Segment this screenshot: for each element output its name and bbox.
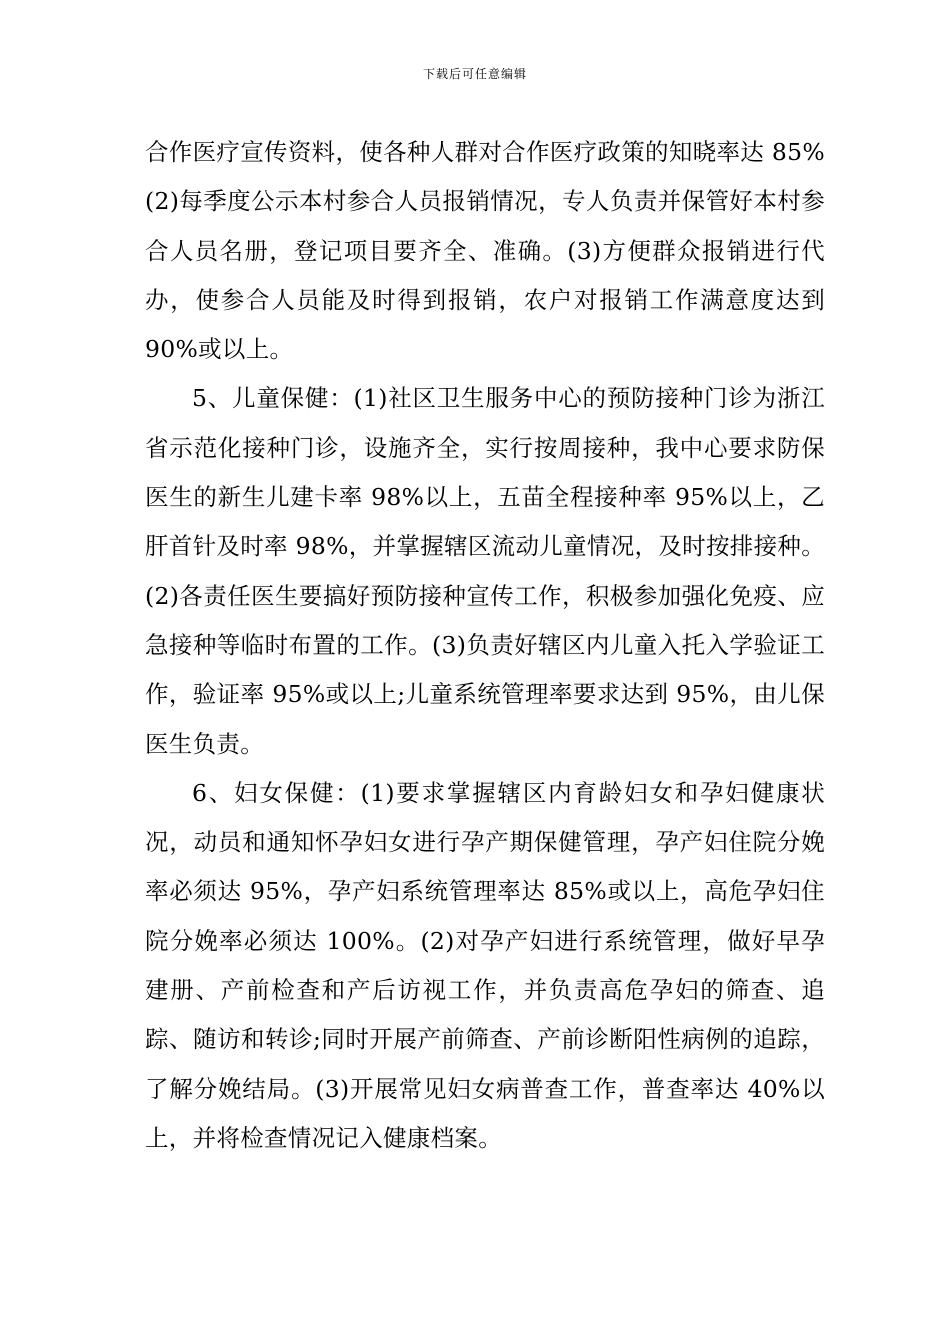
paragraph-insurance-continued: 合作医疗宣传资料，使各种人群对合作医疗政策的知晓率达 85%(2)每季度公示本村参合人员报销情况，专人负责并保管好本村参合人员名册，登记项目要齐全、准确。(3)方便群众报销进行代办，使参合人员能及时得到报销，农户对报销工作满意度达到 90%或以上。 bbox=[145, 138, 825, 364]
document-body bbox=[145, 128, 825, 1163]
paragraph-child-health: 5、儿童保健：(1)社区卫生服务中心的预防接种门诊为浙江省示范化接种门诊，设施齐全，实行按周接种，我中心要求防保医生的新生儿建卡率 98%以上，五苗全程接种率 95%以上，乙肝首针及时率 98%，并掌握辖区流动儿童情况，及时按排接种。(2)各责任医生要搞好预防接种宣传工作，积极参加强化免疫、应急接种等临时布置的工作。(3)负责好辖区内儿童入托入学验证工作，验证率 95%或以上;儿童系统管理率要求达到 95%，由儿保医生负责。 bbox=[145, 384, 825, 758]
page-header: 下载后可任意编辑 bbox=[422, 67, 527, 81]
paragraph-women-health: 6、妇女保健：(1)要求掌握辖区内育龄妇女和孕妇健康状况，动员和通知怀孕妇女进行孕产期保健管理，孕产妇住院分娩率必须达 95%，孕产妇系统管理率达 85%或以上，高危孕妇住院分娩率必须达 100%。(2)对孕产妇进行系统管理，做好早孕建册、产前检查和产后访视工作，并负责高危孕妇的筛查、追踪、随访和转诊;同时开展产前筛查、产前诊断阳性病例的追踪，了解分娩结局。(3)开展常见妇女病普查工作，普查率达 40%以上，并将检查情况记入健康档案。 bbox=[145, 778, 825, 1152]
